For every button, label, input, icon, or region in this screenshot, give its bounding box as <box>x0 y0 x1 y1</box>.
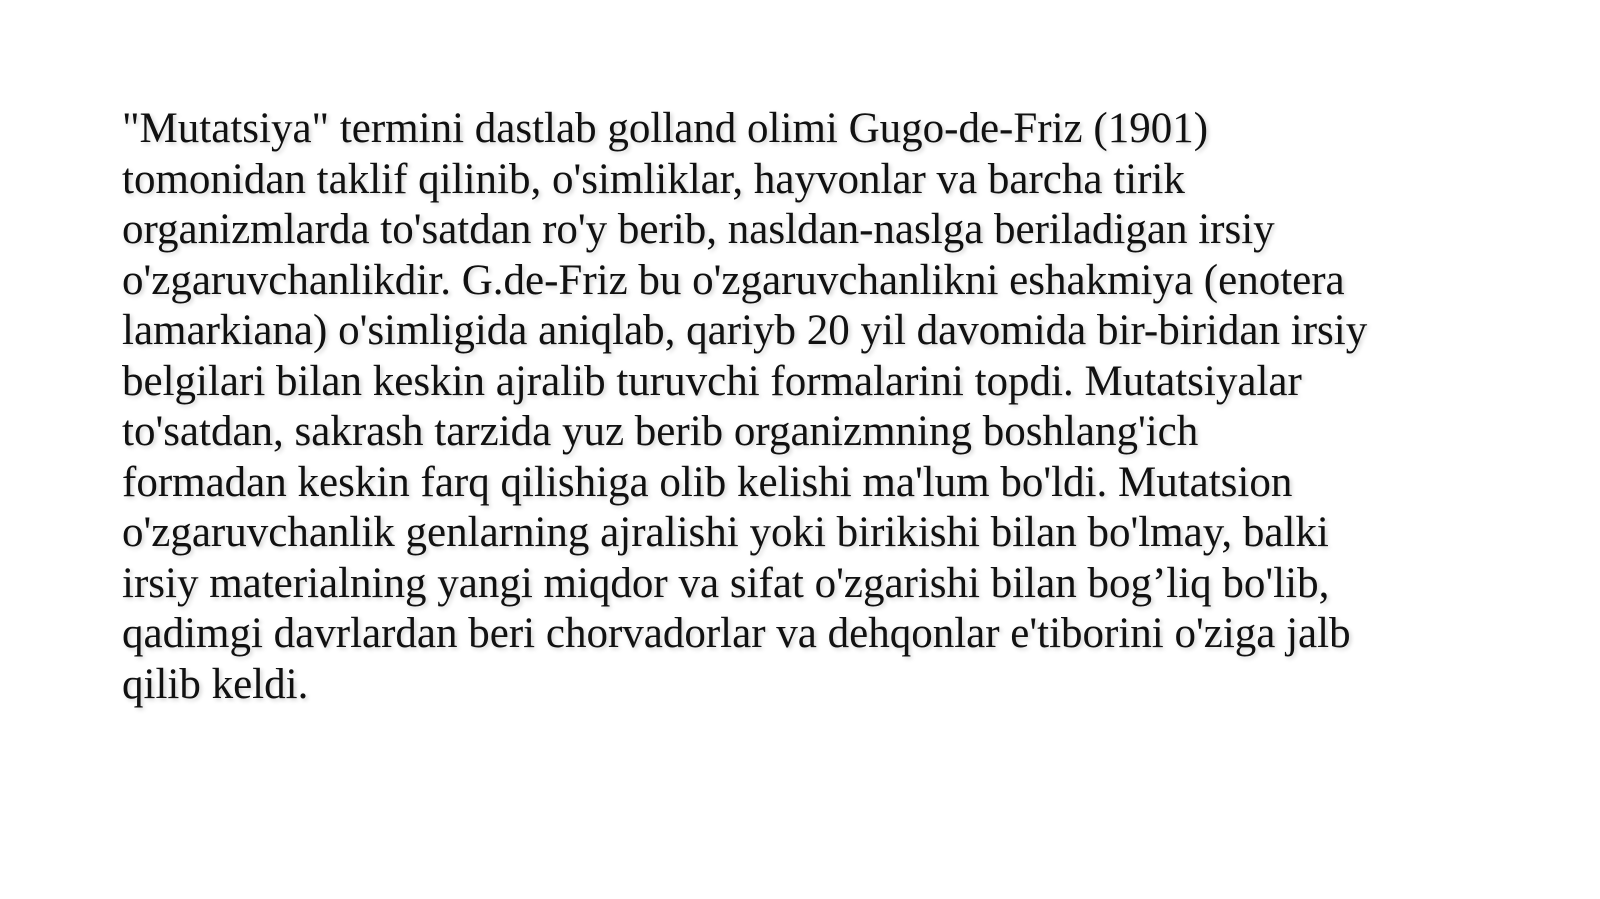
paragraph-line: "Mutatsiya" termini dastlab golland olimi Gugo-de-Friz (1901) <box>122 105 1209 152</box>
paragraph-line: to'satdan, sakrash tarzida yuz berib organizmning boshlang'ich <box>122 408 1199 455</box>
paragraph-line: formadan keskin farq qilishiga olib kelishi ma'lum bo'ldi. Mutatsion <box>122 458 1293 506</box>
paragraph-line: o'zgaruvchanlikdir. G.de-Friz bu o'zgaruvchanlikni eshakmiya (enotera <box>122 256 1345 304</box>
body-paragraph <box>122 104 1512 710</box>
paragraph-line: organizmlarda to'satdan ro'y berib, nasldan-naslga beriladigan irsiy <box>122 206 1275 253</box>
paragraph-line: qilib keldi. <box>122 660 309 708</box>
paragraph-line: irsiy materialning yangi miqdor va sifat o'zgarishi bilan bog’liq bo'lib, <box>122 559 1330 607</box>
paragraph-line: tomonidan taklif qilinib, o'simliklar, hayvonlar va barcha tirik <box>122 155 1185 203</box>
paragraph-line: lamarkiana) o'simligida aniqlab, qariyb 20 yil davomida bir-biridan irsiy <box>122 307 1368 354</box>
paragraph-line: qadimgi davrlardan beri chorvadorlar va dehqonlar e'tiborini o'ziga jalb <box>122 610 1351 657</box>
paragraph-line: belgilari bilan keskin ajralib turuvchi formalarini topdi. Mutatsiyalar <box>122 357 1302 405</box>
paragraph-line: o'zgaruvchanlik genlarning ajralishi yoki birikishi bilan bo'lmay, balki <box>122 509 1329 556</box>
